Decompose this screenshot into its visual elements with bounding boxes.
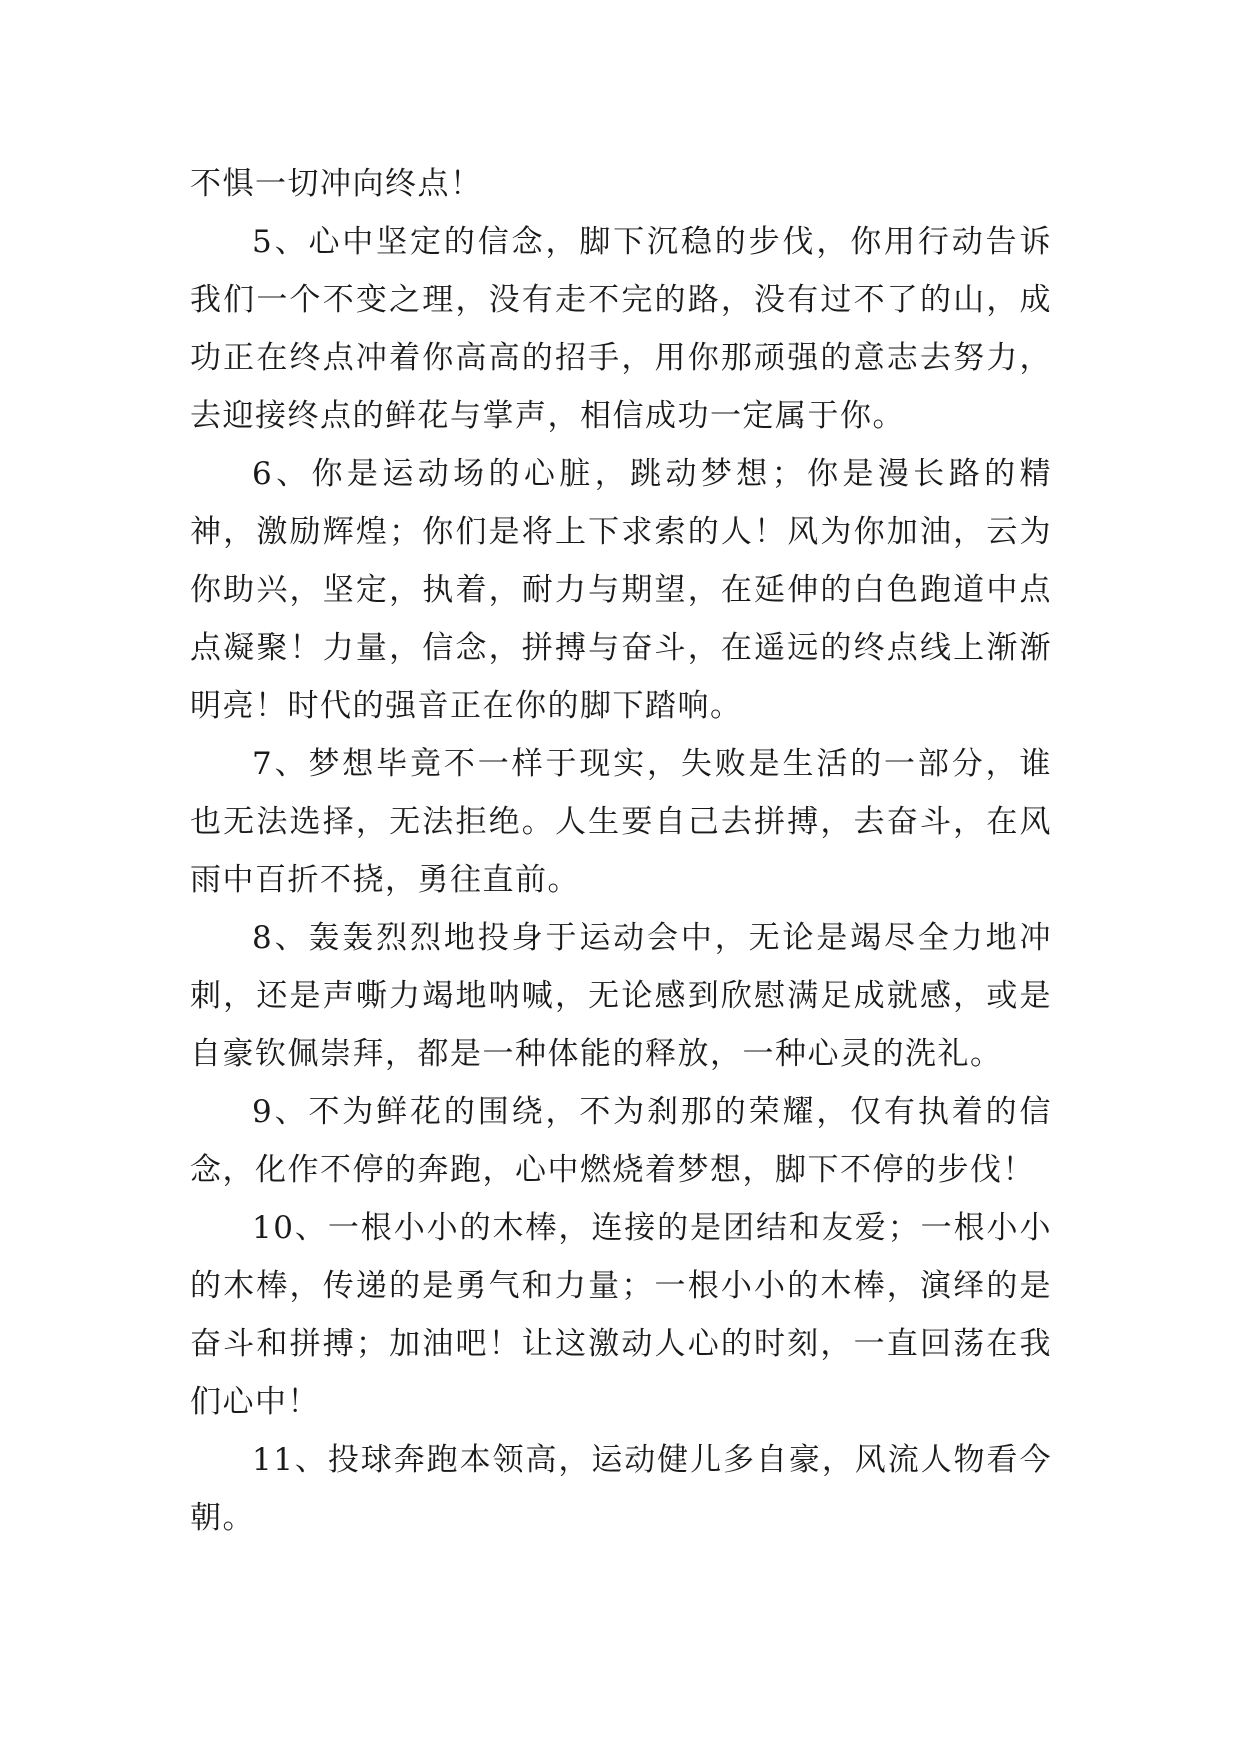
- paragraph-item-10: 10、一根小小的木棒，连接的是团结和友爱；一根小小的木棒，传递的是勇气和力量；一根小小的木棒，演绎的是奋斗和拼搏；加油吧！让这激动人心的时刻，一直回荡在我们心中！: [190, 1210, 1052, 1420]
- paragraph-item-8: 8、轰轰烈烈地投身于运动会中，无论是竭尽全力地冲刺，还是声嘶力竭地呐喊，无论感到欣慰满足成就感，或是自豪钦佩崇拜，都是一种体能的释放，一种心灵的洗礼。: [190, 920, 1052, 1072]
- document-body: [190, 155, 1052, 1547]
- paragraph-item-9: 9、不为鲜花的围绕，不为刹那的荣耀，仅有执着的信念，化作不停的奔跑，心中燃烧着梦想，脚下不停的步伐！: [190, 1094, 1052, 1188]
- paragraph-item-7: 7、梦想毕竟不一样于现实，失败是生活的一部分，谁也无法选择，无法拒绝。人生要自己去拼搏，去奋斗，在风雨中百折不挠，勇往直前。: [190, 746, 1052, 898]
- paragraph-continuation: 不惧一切冲向终点！: [190, 166, 483, 202]
- paragraph-item-11: 11、投球奔跑本领高，运动健儿多自豪，风流人物看今朝。: [190, 1442, 1052, 1536]
- paragraph-item-6: 6、你是运动场的心脏，跳动梦想；你是漫长路的精神，激励辉煌；你们是将上下求索的人！风为你加油，云为你助兴，坚定，执着，耐力与期望，在延伸的白色跑道中点点凝聚！力量，信念，拼搏与奋斗，在遥远的终点线上渐渐明亮！时代的强音正在你的脚下踏响。: [190, 456, 1052, 724]
- paragraph-item-5: 5、心中坚定的信念，脚下沉稳的步伐，你用行动告诉我们一个不变之理，没有走不完的路，没有过不了的山，成功正在终点冲着你高高的招手，用你那顽强的意志去努力，去迎接终点的鲜花与掌声，相信成功一定属于你。: [190, 224, 1052, 434]
